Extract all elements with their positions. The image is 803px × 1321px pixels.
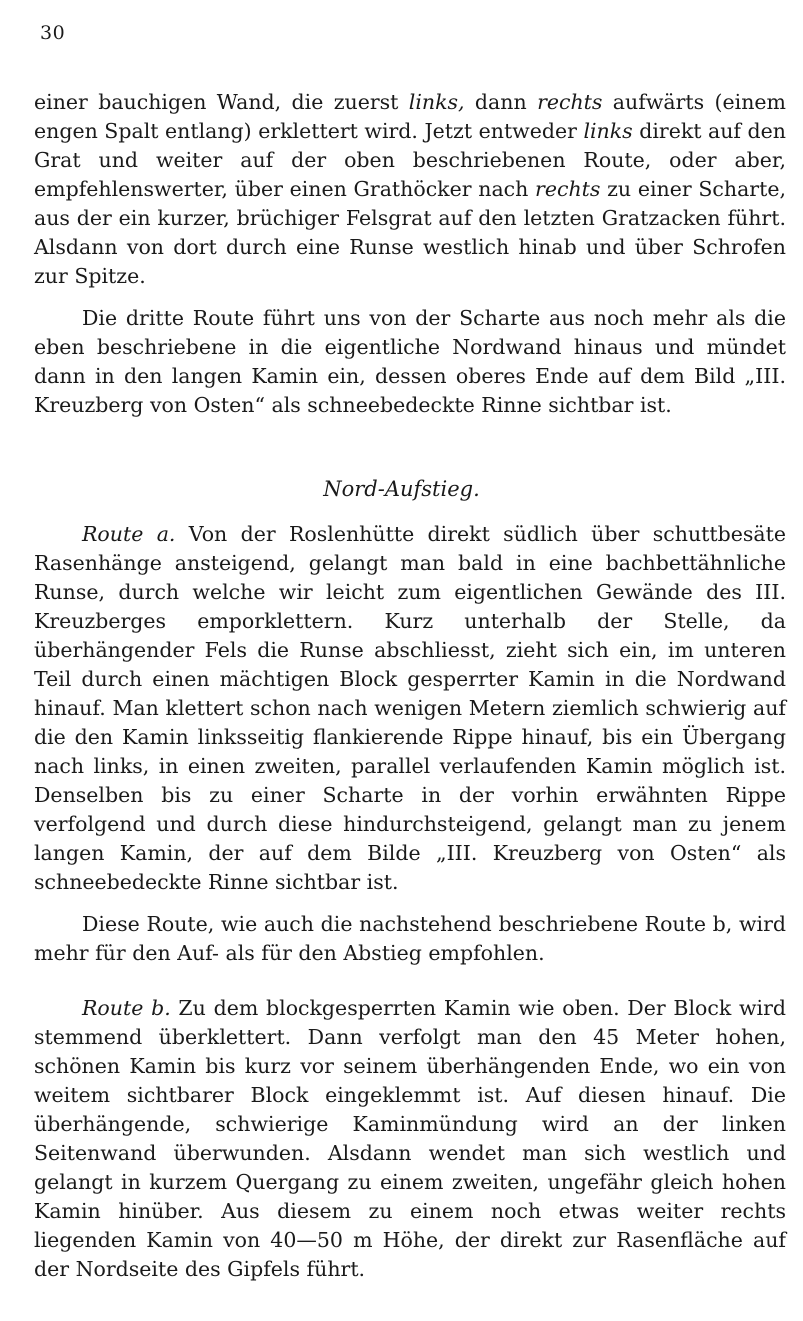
page-number: 30 (40, 22, 66, 44)
p4-text: Diese Route, wie auch die nachstehend beschriebene Route b, wird mehr für den Auf- als für den Abstieg empfohlen. (34, 912, 786, 965)
p2-text: Die dritte Route führt uns von der Scharte aus noch mehr als die eben beschriebene in die eigentliche Nordwand hinaus und mündet dann in den langen Kamin ein, dessen oberes Ende auf dem Bild „III. Kreuzberg von Osten“ als schneebedeckte Rinne sichtbar ist. (34, 306, 786, 417)
route-b-label: Route b. (82, 996, 171, 1020)
p1-text-2: dann (464, 90, 538, 114)
p1-italic-links: links, (408, 90, 465, 114)
paragraph-3 (34, 520, 786, 897)
p1-italic-rechts: rechts (537, 90, 603, 114)
route-b-text: Zu dem blockgesperrten Kamin wie oben. Der Block wird stemmend überklettert. Dann verfolgt man den 45 Meter hohen, schönen Kamin bis kurz vor seinem überhängenden Ende, wo ein von weitem sichtbarer Block eingeklemmt ist. Auf diesen hinauf. Die überhängende, schwierige Kaminmündung wird an der linken Seitenwand überwunden. Alsdann wendet man sich westlich und gelangt in kurzem Quergang zu einem zweiten, ungefähr gleich hohen Kamin hinüber. Aus diesem zu einem noch etwas weiter rechts liegenden Kamin von 40—50 m Höhe, der direkt zur Rasenfläche auf der Nordseite des Gipfels führt. (34, 996, 786, 1281)
p1-text-4: direkt auf den Grat und weiter auf der oben beschriebenen Route, oder aber, empfehlenswerter, über einen Grathöcker nach (34, 119, 786, 201)
section-heading: Nord-Aufstieg. (323, 477, 480, 501)
p1-text-3: aufwärts (einem engen Spalt entlang) erklettert wird. Jetzt entweder (34, 90, 786, 143)
p1-text-1: einer bauchigen Wand, die zuerst (34, 90, 409, 114)
route-a-text: Von der Roslenhütte direkt südlich über schuttbesäte Rasenhänge ansteigend, gelangt man bald in eine bachbettähnliche Runse, durch welche wir leicht zum eigentlichen Gewände des III. Kreuzberges emporklettern. Kurz unterhalb der Stelle, da überhängender Fels die Runse abschliesst, zieht sich ein, im unteren Teil durch einen mächtigen Block gesperrter Kamin in die Nordwand hinauf. Man klettert schon nach wenigen Metern ziemlich schwierig auf die den Kamin linksseitig flankierende Rippe hinauf, bis ein Übergang nach links, in einen zweiten, parallel verlaufenden Kamin möglich ist. Denselben bis zu einer Scharte in der vorhin erwähnten Rippe verfolgend und durch diese hindurchsteigend, gelangt man zu jenem langen Kamin, der auf dem Bilde „III. Kreuzberg von Osten“ als schneebedeckte Rinne sichtbar ist. (34, 522, 786, 894)
p1-text-5: zu einer Scharte, aus der ein kurzer, brüchiger Felsgrat auf den letzten Gratzacken führt. Alsdann von dort durch eine Runse westlich hinab und über Schrofen zur Spitze. (34, 177, 786, 288)
route-a-label: Route a. (82, 522, 176, 546)
p1-italic-links-2: links (583, 119, 633, 143)
p1-italic-rechts-2: rechts (535, 177, 601, 201)
paragraph-2 (34, 304, 786, 420)
paragraph-4 (34, 910, 786, 968)
paragraph-5 (34, 994, 786, 1284)
paragraph-1 (34, 88, 786, 291)
